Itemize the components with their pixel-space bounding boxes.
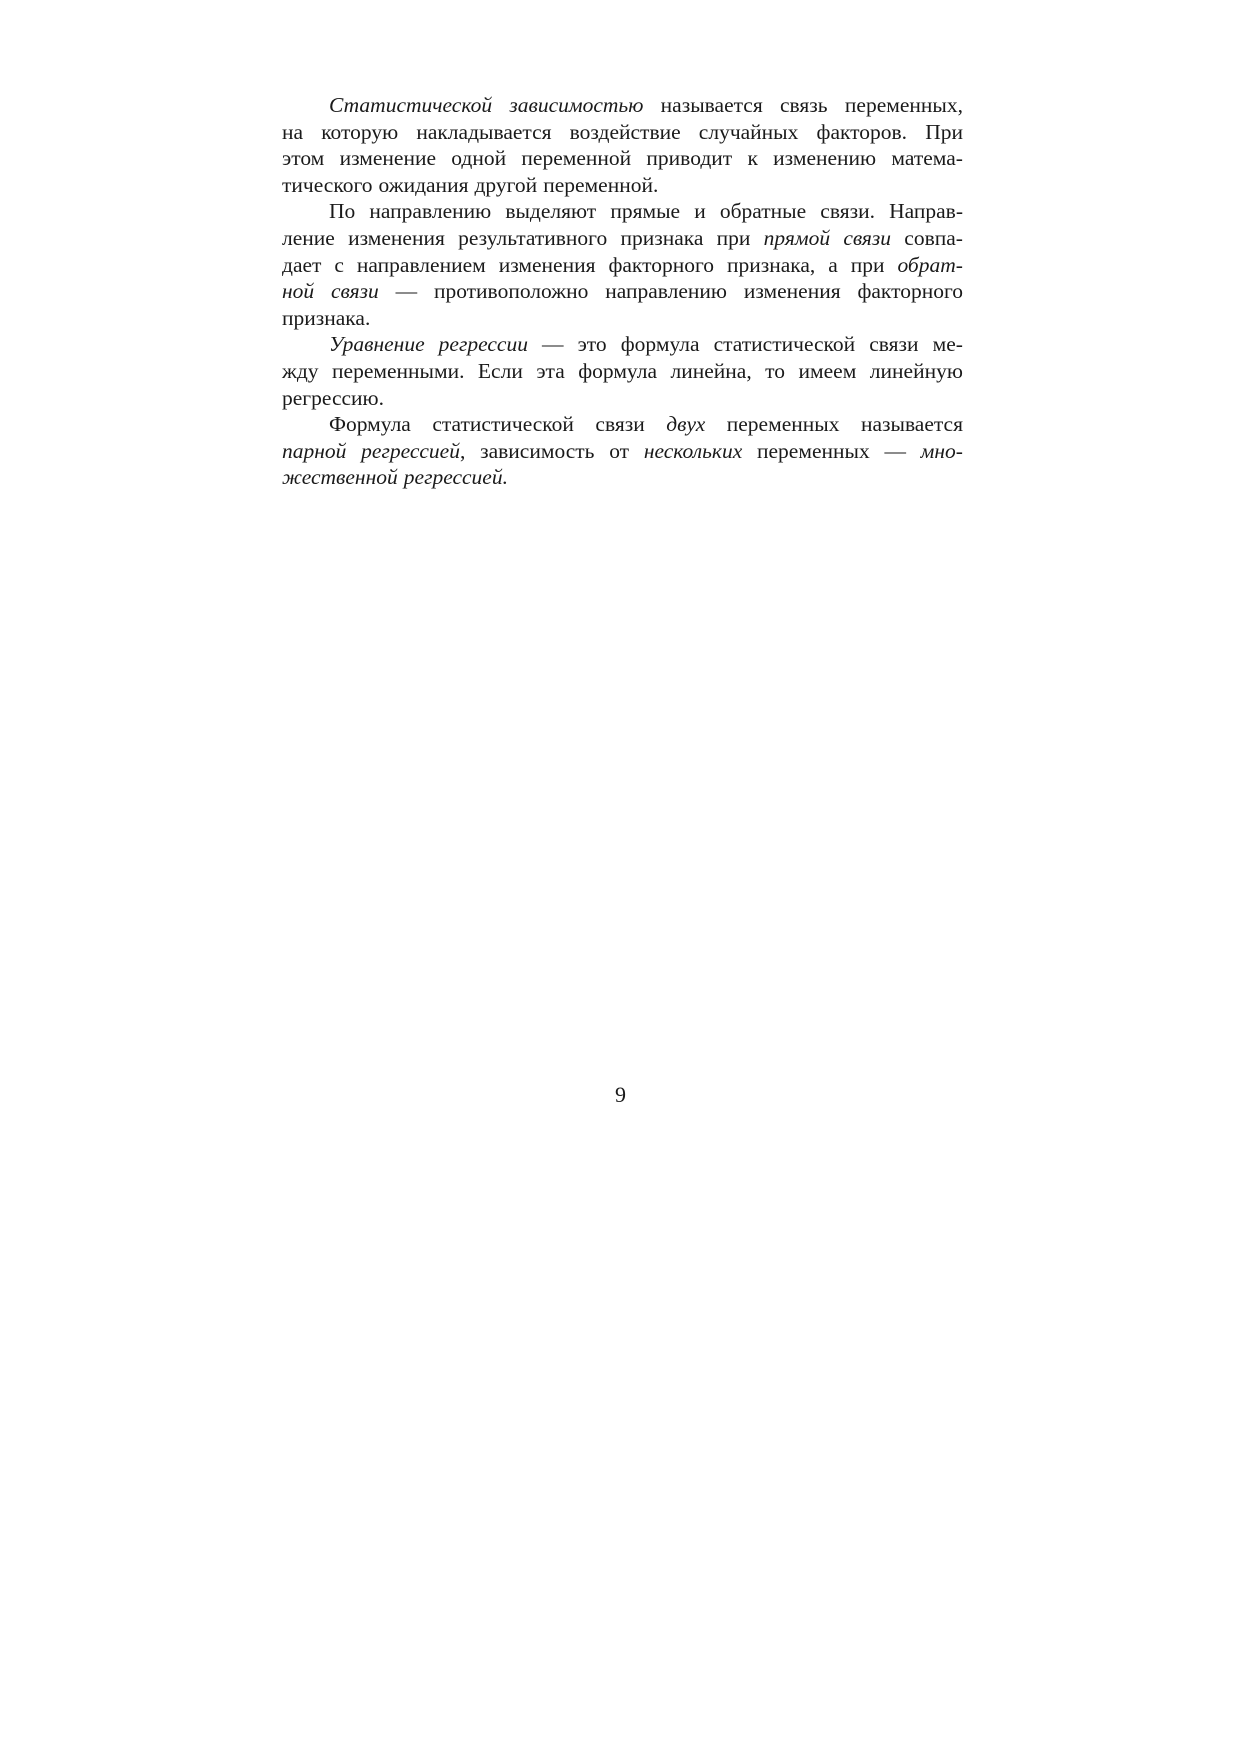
word: направлению [605,279,727,304]
word: статистической [432,412,574,437]
word: этом [282,146,325,171]
word: По [329,199,356,224]
word: факторов. [816,119,908,144]
text-line [282,358,963,385]
word: изменения [498,252,596,277]
word: при [850,252,885,277]
word: то [765,358,786,383]
word: совпа- [904,225,963,250]
word: это [577,332,607,357]
word: и [694,199,706,224]
word: признака [620,225,704,250]
paragraph [282,198,963,331]
word: ме- [932,332,963,357]
word: факторного [608,252,714,277]
word: а [828,252,838,277]
word: противоположно [433,279,589,304]
italic-word: регрессией, [361,438,466,463]
page-number: 9 [615,1082,626,1107]
word: направлению [369,199,492,224]
word: приводит [646,146,733,171]
word: изменения [348,225,445,250]
word: факторного [857,279,963,304]
word: накладывается [416,119,552,144]
word: тического [282,172,373,197]
word: которую [321,119,399,144]
word: связи. [820,199,875,224]
word: формула [620,332,700,357]
text-line [282,331,963,358]
word: обратные [719,199,807,224]
word: переменной [521,146,632,171]
word: изменения [743,279,841,304]
body-text [282,92,963,491]
text-line [282,385,963,412]
paragraph [282,331,963,411]
word: матема- [891,146,963,171]
word: к [747,146,758,171]
text-line [282,119,963,146]
word: переменных [726,412,840,437]
italic-word: ной [282,279,315,304]
word: направлением [356,252,486,277]
word: случайных [698,119,799,144]
word: выделяют [505,199,597,224]
italic-word: регрессии [438,332,528,357]
italic-word: парной [282,438,347,463]
word: линейна, [670,358,752,383]
word: связи [595,412,645,437]
word: — [542,332,564,357]
word: При [925,119,963,144]
text-line [282,172,963,199]
word: при [716,225,751,250]
italic-word: связи [843,225,892,250]
word: признака, [726,252,816,277]
italic-word: зависимостью [509,93,644,117]
paragraph [282,92,963,198]
word: одной [451,146,507,171]
italic-word: регрессией. [403,465,508,490]
italic-word: Уравнение [329,332,425,357]
word: связи [869,332,919,357]
word: переменной. [543,172,659,197]
word: Формула [329,412,411,437]
word: Направ- [889,199,963,224]
text-line [282,464,963,491]
word: изменению [773,146,877,171]
italic-word: двух [666,412,706,437]
word: — [884,438,906,463]
word: линейную [869,358,963,383]
word: ление [282,225,335,250]
word: зависимость [480,438,595,463]
word: Если [477,358,523,383]
word: статистической [713,332,856,357]
word: изменение [339,146,437,171]
italic-word: связи [331,279,379,304]
text-line [282,252,963,279]
word: называется [660,93,763,117]
text-line [282,438,963,465]
italic-word: мно- [920,438,963,463]
word: называется [860,412,963,437]
word: прямые [610,199,681,224]
text-line [282,411,963,438]
italic-word: прямой [763,225,831,250]
text-line [282,145,963,172]
word: на [282,119,304,144]
italic-word: жественной [282,465,398,490]
word: ожидания [378,172,469,197]
word: эта [536,358,565,383]
text-line [282,92,963,119]
word: признака. [282,305,371,330]
word: переменных [757,438,870,463]
word: регрессию. [282,385,384,410]
text-line [282,278,963,305]
word: жду [282,358,319,383]
word: переменных, [844,93,963,117]
text-line [282,305,963,332]
text-line [282,225,963,252]
italic-word: обрат- [897,252,963,277]
word: результативного [458,225,608,250]
text-line [282,198,963,225]
word: другой [474,172,538,197]
word: имеем [798,358,857,383]
word: связь [780,93,828,117]
word: с [334,252,344,277]
word: формула [578,358,658,383]
word: от [609,438,630,463]
word: дает [282,252,322,277]
word: — [395,279,418,304]
italic-word: нескольких [643,438,743,463]
word: переменными. [332,358,465,383]
word: воздействие [569,119,681,144]
paragraph [282,411,963,491]
italic-word: Статистической [329,93,493,117]
